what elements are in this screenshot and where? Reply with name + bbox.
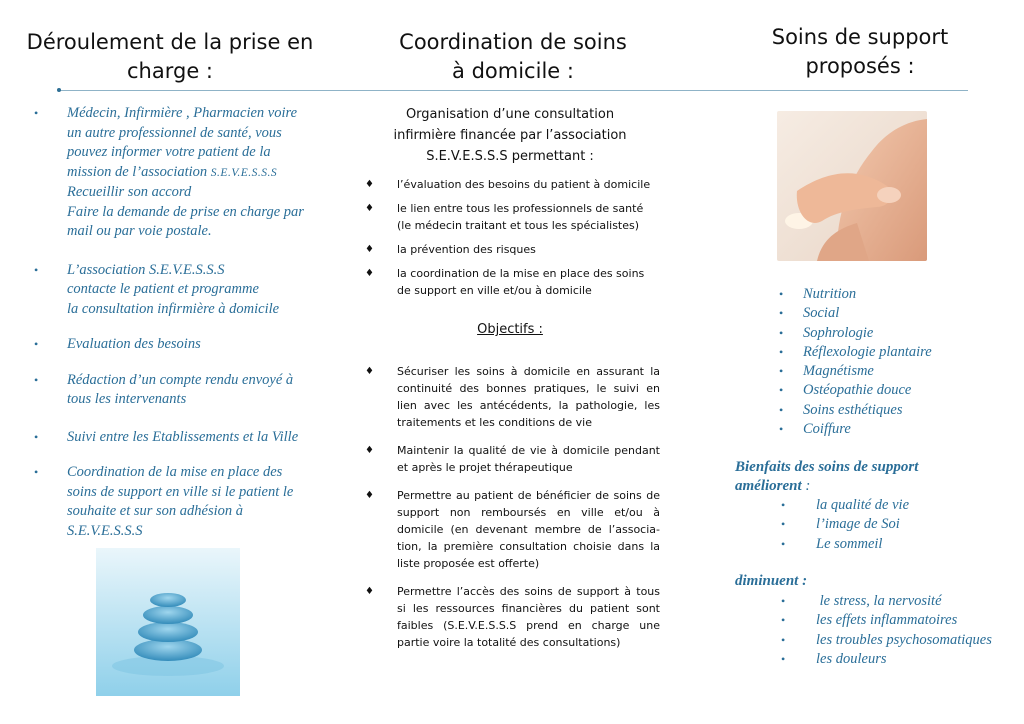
item-line: Rédaction d’un compte rendu envoyé à <box>67 371 294 388</box>
item-text: la coordination de la mise en place des soins de support en ville et/ou à domicile <box>397 267 645 297</box>
heading-line: Déroulement de la prise en <box>26 30 314 54</box>
objectif-item <box>360 583 660 651</box>
item-text: les effets inflammatoires <box>816 612 958 629</box>
bullet: • <box>34 465 39 479</box>
list-item <box>360 200 660 234</box>
item-line: Coordination de la mise en place des <box>67 464 283 480</box>
zen-stones-image <box>96 548 240 696</box>
list-item <box>779 362 932 381</box>
bullet: • <box>779 325 784 340</box>
bullet: • <box>781 651 786 666</box>
diamond-bullet: ♦ <box>365 586 374 597</box>
heading-line: proposés : <box>805 54 915 78</box>
item-line: mail ou par voie postale. <box>67 223 212 239</box>
list-item <box>34 371 324 410</box>
item-text: Nutrition <box>803 286 857 302</box>
diamond-bullet: ♦ <box>365 366 374 377</box>
bullet: • <box>34 372 39 387</box>
list-item <box>360 265 660 299</box>
objectif-item <box>360 363 660 431</box>
item-text: le lien entre tous les professionnels de santé (le médecin traitant et tous les spécialistes) <box>397 202 644 232</box>
bullet: • <box>781 632 786 647</box>
diamond-bullet: ♦ <box>365 179 374 190</box>
item-line <box>67 163 324 184</box>
reflexology-photo <box>777 111 927 261</box>
bullet: • <box>779 422 784 437</box>
list-item <box>781 611 992 630</box>
bullet: • <box>34 429 39 444</box>
heading-line: charge : <box>127 59 213 83</box>
bullet: • <box>779 364 784 379</box>
intro-line: infirmière financée par l’association <box>393 128 627 143</box>
bienfaits-title <box>735 458 918 496</box>
heading-deroulement <box>20 28 320 86</box>
list-item <box>781 496 909 515</box>
list-item <box>360 176 660 193</box>
bullet: • <box>781 536 786 551</box>
item-line: Médecin, Infirmière , Pharmacien voire <box>67 105 298 121</box>
item-text: Réflexologie plantaire <box>803 343 932 360</box>
item-line: pouvez informer votre patient de la <box>67 144 271 160</box>
bullet: • <box>779 383 784 398</box>
intro-line: S.E.V.E.S.S.S permettant : <box>426 149 594 164</box>
ameliorent-list <box>781 496 909 554</box>
list-item <box>779 343 932 362</box>
list-item <box>779 304 932 323</box>
bullet: • <box>781 594 786 608</box>
item-line: Faire la demande de prise en charge par <box>67 203 304 220</box>
list-item <box>779 381 932 400</box>
list-item <box>34 463 324 541</box>
divider-dot <box>57 88 61 92</box>
item-text: la qualité de vie <box>816 497 910 513</box>
item-text: l’image de Soi <box>816 516 900 533</box>
item-line: S.E.V.E.S.S.S <box>67 522 143 539</box>
heading-line: à domicile : <box>452 59 574 83</box>
diamond-bullet: ♦ <box>365 490 374 501</box>
column-deroulement <box>34 104 324 557</box>
item-line: Evaluation des besoins <box>67 336 201 352</box>
item-text: Social <box>803 305 840 322</box>
mission-text: mission de l’association <box>67 163 211 180</box>
column-coordination <box>360 104 660 658</box>
heading-line: Coordination de soins <box>399 30 627 54</box>
list-item <box>779 420 932 439</box>
list-item <box>781 535 909 554</box>
list-item <box>781 515 909 534</box>
objectif-item <box>360 487 660 572</box>
item-line: tous les intervenants <box>67 391 187 407</box>
item-text: Permettre au patient de bénéficier de soins de support non remboursés en ville et/ou à domicile (en devenant membre de l’associa-tion, la première consultation choisie dans la liste proposée est offerte) <box>397 489 660 570</box>
bullet: • <box>34 106 39 120</box>
list-item <box>34 335 324 355</box>
item-text: les troubles psychosomatiques <box>816 631 992 648</box>
item-line: contacte le patient et programme <box>67 281 259 297</box>
item-line: un autre professionnel de santé, vous <box>67 124 282 141</box>
list-item <box>34 104 324 242</box>
item-text: la prévention des risques <box>397 243 536 256</box>
bullet: • <box>34 262 39 277</box>
list-item <box>779 324 932 343</box>
item-line: Suivi entre les Etablissements et la Ville <box>67 428 299 445</box>
list-item <box>779 285 932 304</box>
bienfaits-line: Bienfaits des soins de support <box>735 459 919 475</box>
item-text: Magnétisme <box>803 363 874 380</box>
list-item <box>781 631 992 650</box>
item-text: l’évaluation des besoins du patient à domicile <box>397 178 651 191</box>
intro-line: Organisation d’une consultation <box>405 107 615 122</box>
item-text: Sécuriser les soins à domicile en assurant la continuité des bonnes pratiques, le suivi en lien avec les antécédents, la pathologie, les traitements et les conditions de vie <box>397 365 660 429</box>
item-line: souhaite et sur son adhésion à <box>67 503 244 519</box>
bullet: • <box>779 287 784 301</box>
association-name: S.E.V.E.S.S.S <box>210 166 278 179</box>
item-text: Maintenir la qualité de vie à domicile pendant et après le projet thérapeutique <box>397 444 660 474</box>
item-line: la consultation infirmière à domicile <box>67 300 280 317</box>
item-line: Recueillir son accord <box>67 184 192 200</box>
objectifs-title: Objectifs : <box>477 322 543 337</box>
diminuent-list <box>781 592 992 669</box>
diminuent-title: diminuent : <box>735 573 808 589</box>
list-item <box>779 401 932 420</box>
item-text: Sophrologie <box>803 324 874 341</box>
heading-line: Soins de support <box>771 25 949 49</box>
item-line: soins de support en ville si le patient le <box>67 483 294 500</box>
list-item <box>781 650 992 669</box>
soins-list <box>779 285 932 439</box>
bullet: • <box>779 344 784 359</box>
list-item <box>360 241 660 258</box>
item-text: Ostéopathie douce <box>803 382 912 399</box>
item-line: L’association S.E.V.E.S.S.S <box>67 261 225 278</box>
diamond-bullet: ♦ <box>365 445 374 456</box>
diamond-bullet: ♦ <box>365 244 374 255</box>
heading-coordination <box>363 28 663 86</box>
bullet: • <box>34 337 39 351</box>
bullet: • <box>781 517 786 532</box>
item-text: Permettre l’accès des soins de support à tous si les ressources financières du patient sont faibles (S.E.V.E.S.S.S prend en charge une partie voire la totalité des consultations) <box>397 585 660 649</box>
diamond-bullet: ♦ <box>365 203 374 214</box>
bullet: • <box>781 613 786 628</box>
list-item <box>34 261 324 320</box>
item-text: Soins esthétiques <box>803 401 903 418</box>
colon: : <box>801 478 811 494</box>
list-item <box>34 428 324 448</box>
item-text: le stress, la nervosité <box>816 593 942 609</box>
bullet: • <box>779 306 784 321</box>
header-divider <box>58 90 968 91</box>
item-text: Coiffure <box>803 421 851 438</box>
objectif-item <box>360 442 660 476</box>
ameliorent-label: améliorent <box>735 478 802 494</box>
item-text: Le sommeil <box>816 535 883 552</box>
item-text: les douleurs <box>816 650 887 667</box>
intro-text <box>365 104 655 167</box>
bullet: • <box>779 402 784 417</box>
bullet: • <box>781 498 786 512</box>
diamond-bullet: ♦ <box>365 268 374 279</box>
heading-soins-support <box>710 23 1010 81</box>
bienfaits-line <box>735 477 918 496</box>
list-item <box>781 592 992 611</box>
